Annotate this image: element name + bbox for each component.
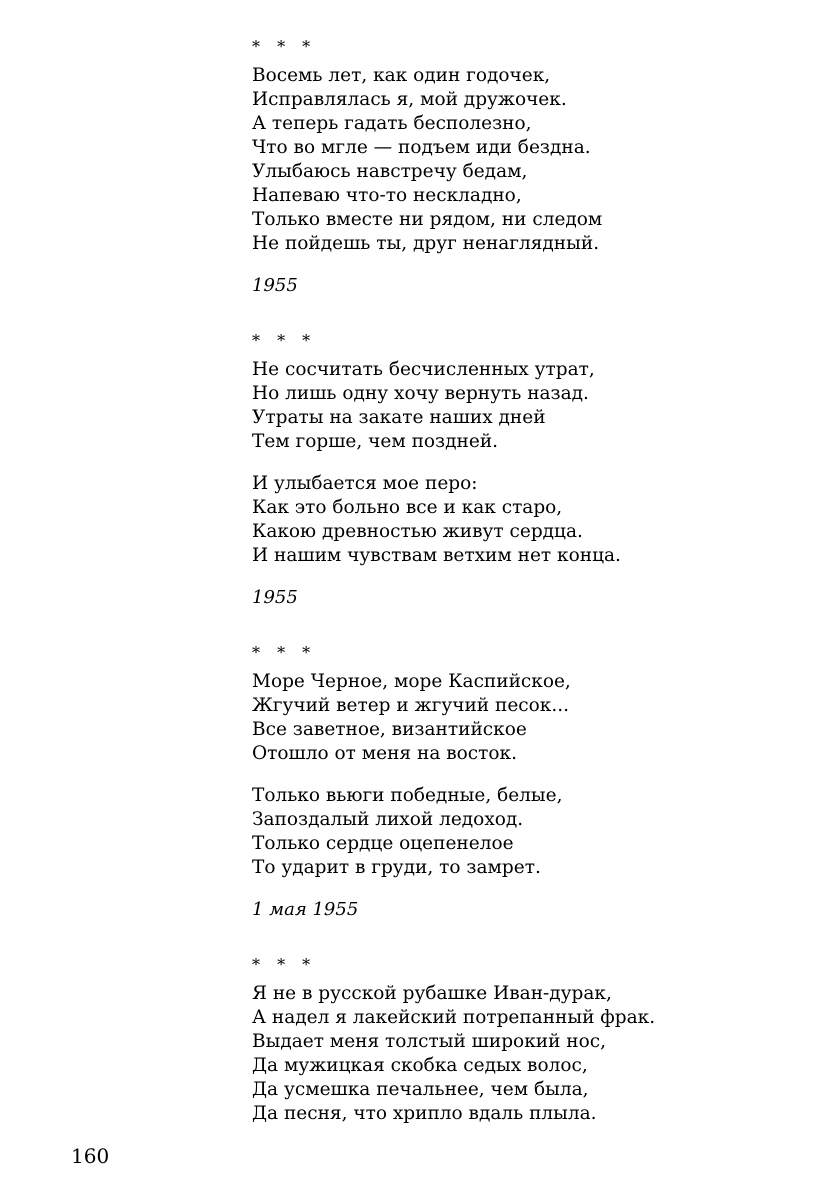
poem-line: Улыбаюсь навстречу бедам, — [252, 161, 528, 182]
poem-line: Но лишь одну хочу вернуть назад. — [252, 383, 589, 404]
poem-date: 1955 — [252, 587, 298, 608]
poem-line: Не сосчитать бесчисленных утрат, — [252, 359, 595, 380]
poems-column — [252, 36, 792, 1144]
poem-separator: * * * — [252, 331, 317, 350]
poem-line: Как это больно все и как старо, — [252, 497, 563, 518]
stanza — [252, 358, 792, 454]
poem-line: Напеваю что-то нескладно, — [252, 185, 522, 206]
poem-line: Только вместе ни рядом, ни следом — [252, 209, 603, 230]
poem-4 — [252, 954, 792, 1126]
poem-line: Все заветное, византийское — [252, 719, 527, 740]
poem-line: Восемь лет, как один годочек, — [252, 65, 551, 86]
poem-1 — [252, 36, 792, 298]
poem-line: Отошло от меня на восток. — [252, 743, 517, 764]
poem-separator: * * * — [252, 37, 317, 56]
poem-line: Выдает меня толстый широкий нос, — [252, 1031, 607, 1052]
poem-line: Не пойдешь ты, друг ненаглядный. — [252, 233, 600, 254]
stanza — [252, 670, 792, 766]
poem-line: А теперь гадать бесполезно, — [252, 113, 532, 134]
poem-separator: * * * — [252, 955, 317, 974]
poem-line: Да мужицкая скобка седых волос, — [252, 1055, 588, 1076]
poem-line: То ударит в груди, то замрет. — [252, 857, 541, 878]
poem-line: И нашим чувствам ветхим нет конца. — [252, 545, 621, 566]
page-number: 160 — [71, 1144, 110, 1168]
poem-line: Да песня, что хрипло вдаль плыла. — [252, 1103, 597, 1124]
poem-line: Я не в русской рубашке Иван-дурак, — [252, 983, 612, 1004]
poem-line: Море Черное, море Каспийское, — [252, 671, 571, 692]
poem-line: Только сердце оцепенелое — [252, 833, 514, 854]
poem-line: А надел я лакейский потрепанный фрак. — [252, 1007, 656, 1028]
stanza — [252, 472, 792, 568]
poem-separator: * * * — [252, 643, 317, 662]
poem-line: Что во мгле — подъем иди бездна. — [252, 137, 591, 158]
poem-line: Тем горше, чем поздней. — [252, 431, 499, 452]
poem-line: Исправлялась я, мой дружочек. — [252, 89, 567, 110]
stanza — [252, 982, 792, 1126]
poem-2 — [252, 330, 792, 610]
poem-line: Запоздалый лихой ледоход. — [252, 809, 524, 830]
stanza — [252, 64, 792, 256]
poem-line: Только вьюги победные, белые, — [252, 785, 563, 806]
poem-line: Утраты на закате наших дней — [252, 407, 546, 428]
poem-line: Какою древностью живут сердца. — [252, 521, 583, 542]
poem-3 — [252, 642, 792, 922]
poem-line: И улыбается мое перо: — [252, 473, 478, 494]
poem-line: Жгучий ветер и жгучий песок... — [252, 695, 569, 716]
stanza — [252, 784, 792, 880]
poem-date: 1955 — [252, 275, 298, 296]
poem-line: Да усмешка печальнее, чем была, — [252, 1079, 589, 1100]
poem-date: 1 мая 1955 — [252, 899, 359, 920]
